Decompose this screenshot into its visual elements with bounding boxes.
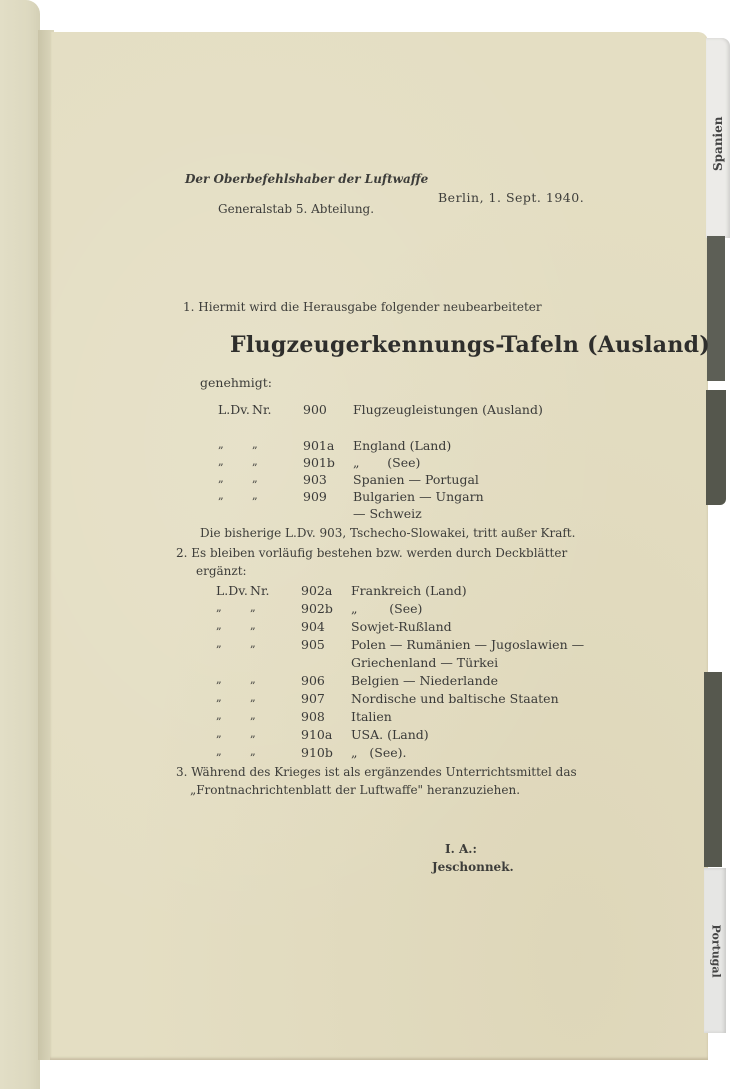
ditto-mark: „ (216, 619, 222, 632)
regulation-title: Polen — Rumänien — Jugoslawien — (351, 637, 585, 652)
ditto-mark: „ (250, 673, 256, 686)
ditto-mark: „ (216, 727, 222, 740)
index-tab-spanien[interactable] (706, 38, 730, 238)
ditto-mark: „ (216, 637, 222, 650)
regulation-title: „ (See). (351, 745, 407, 760)
section-1-intro: 1. Hiermit wird die Herausgabe folgender neubearbeiteter (183, 300, 542, 314)
ditto-mark: „ (252, 455, 258, 468)
regulation-number: 903 (303, 472, 327, 487)
regulation-number: 904 (301, 619, 325, 634)
regulation-prefix: L.Dv. (218, 402, 250, 417)
ditto-mark: „ (250, 619, 256, 632)
superseded-note: Die bisherige L.Dv. 903, Tschecho-Slowakei, tritt außer Kraft. (200, 526, 576, 540)
regulation-title: „ (See) (353, 455, 421, 470)
issuing-authority: Der Oberbefehlshaber der Luftwaffe (185, 172, 429, 186)
regulation-number: 910b (301, 745, 333, 760)
regulation-number: 908 (301, 709, 325, 724)
regulation-nr: Nr. (252, 402, 272, 417)
ditto-mark: „ (252, 472, 258, 485)
regulation-title: „ (See) (351, 601, 423, 616)
previous-page-edge (0, 0, 40, 1089)
section-3-text-cont: „Frontnachrichtenblatt der Luftwaffe" heranzuziehen. (190, 783, 521, 797)
regulation-number: 902b (301, 601, 333, 616)
regulation-title: Bulgarien — Ungarn (353, 489, 484, 504)
regulation-number: 900 (303, 402, 327, 417)
approved-label: genehmigt: (200, 375, 272, 390)
regulation-prefix: L.Dv. (216, 583, 248, 598)
ditto-mark: „ (250, 637, 256, 650)
regulation-number: 907 (301, 691, 325, 706)
regulation-number: 906 (301, 673, 325, 688)
ditto-mark: „ (218, 438, 224, 451)
ditto-mark: „ (250, 709, 256, 722)
regulation-nr: Nr. (250, 583, 270, 598)
ditto-mark: „ (250, 745, 256, 758)
section-3-text: 3. Während des Krieges ist als ergänzendes Unterrichtsmittel das (176, 765, 577, 779)
index-tab-dark[interactable] (704, 672, 722, 867)
regulation-number: 901b (303, 455, 335, 470)
section-2-intro-cont: ergänzt: (196, 564, 247, 578)
ditto-mark: „ (250, 691, 256, 704)
signature-name: Jeschonnek. (432, 860, 514, 874)
ditto-mark: „ (252, 438, 258, 451)
regulation-title: Belgien — Niederlande (351, 673, 499, 688)
regulation-title: Nordische und baltische Staaten (351, 691, 559, 706)
ditto-mark: „ (216, 745, 222, 758)
regulation-number: 909 (303, 489, 327, 504)
place-date: Berlin, 1. Sept. 1940. (438, 190, 585, 205)
index-tab-dark[interactable] (707, 236, 725, 381)
regulation-number: 905 (301, 637, 325, 652)
ditto-mark: „ (218, 489, 224, 502)
document-title: Flugzeugerkennungs-Tafeln (Ausland) (230, 332, 711, 358)
regulation-title: USA. (Land) (351, 727, 429, 742)
regulation-title: England (Land) (353, 438, 452, 453)
ditto-mark: „ (216, 673, 222, 686)
regulation-number: 901a (303, 438, 335, 453)
index-tab-label: Spanien (711, 116, 725, 171)
regulation-title: Frankreich (Land) (351, 583, 467, 598)
ditto-mark: „ (250, 727, 256, 740)
ditto-mark: „ (216, 709, 222, 722)
ditto-mark: „ (216, 691, 222, 704)
signature-on-behalf: I. A.: (445, 842, 477, 856)
ditto-mark: „ (252, 489, 258, 502)
ditto-mark: „ (218, 472, 224, 485)
ditto-mark: „ (216, 601, 222, 614)
ditto-mark: „ (250, 601, 256, 614)
regulation-title: Italien (351, 709, 392, 724)
index-tab-label: Portugal (709, 924, 723, 978)
regulation-title: Griechenland — Türkei (351, 655, 499, 670)
regulation-title: Flugzeugleistungen (Ausland) (353, 402, 543, 417)
ditto-mark: „ (218, 455, 224, 468)
regulation-title: Spanien — Portugal (353, 472, 479, 487)
index-tab-portugal[interactable] (704, 868, 726, 1033)
regulation-number: 910a (301, 727, 333, 742)
index-tab-dark[interactable] (706, 390, 726, 505)
regulation-title: Sowjet-Rußland (351, 619, 452, 634)
section-2-intro: 2. Es bleiben vorläufig bestehen bzw. werden durch Deckblätter (176, 546, 568, 560)
department: Generalstab 5. Abteilung. (218, 202, 375, 216)
regulation-title: — Schweiz (353, 506, 422, 521)
regulation-number: 902a (301, 583, 333, 598)
